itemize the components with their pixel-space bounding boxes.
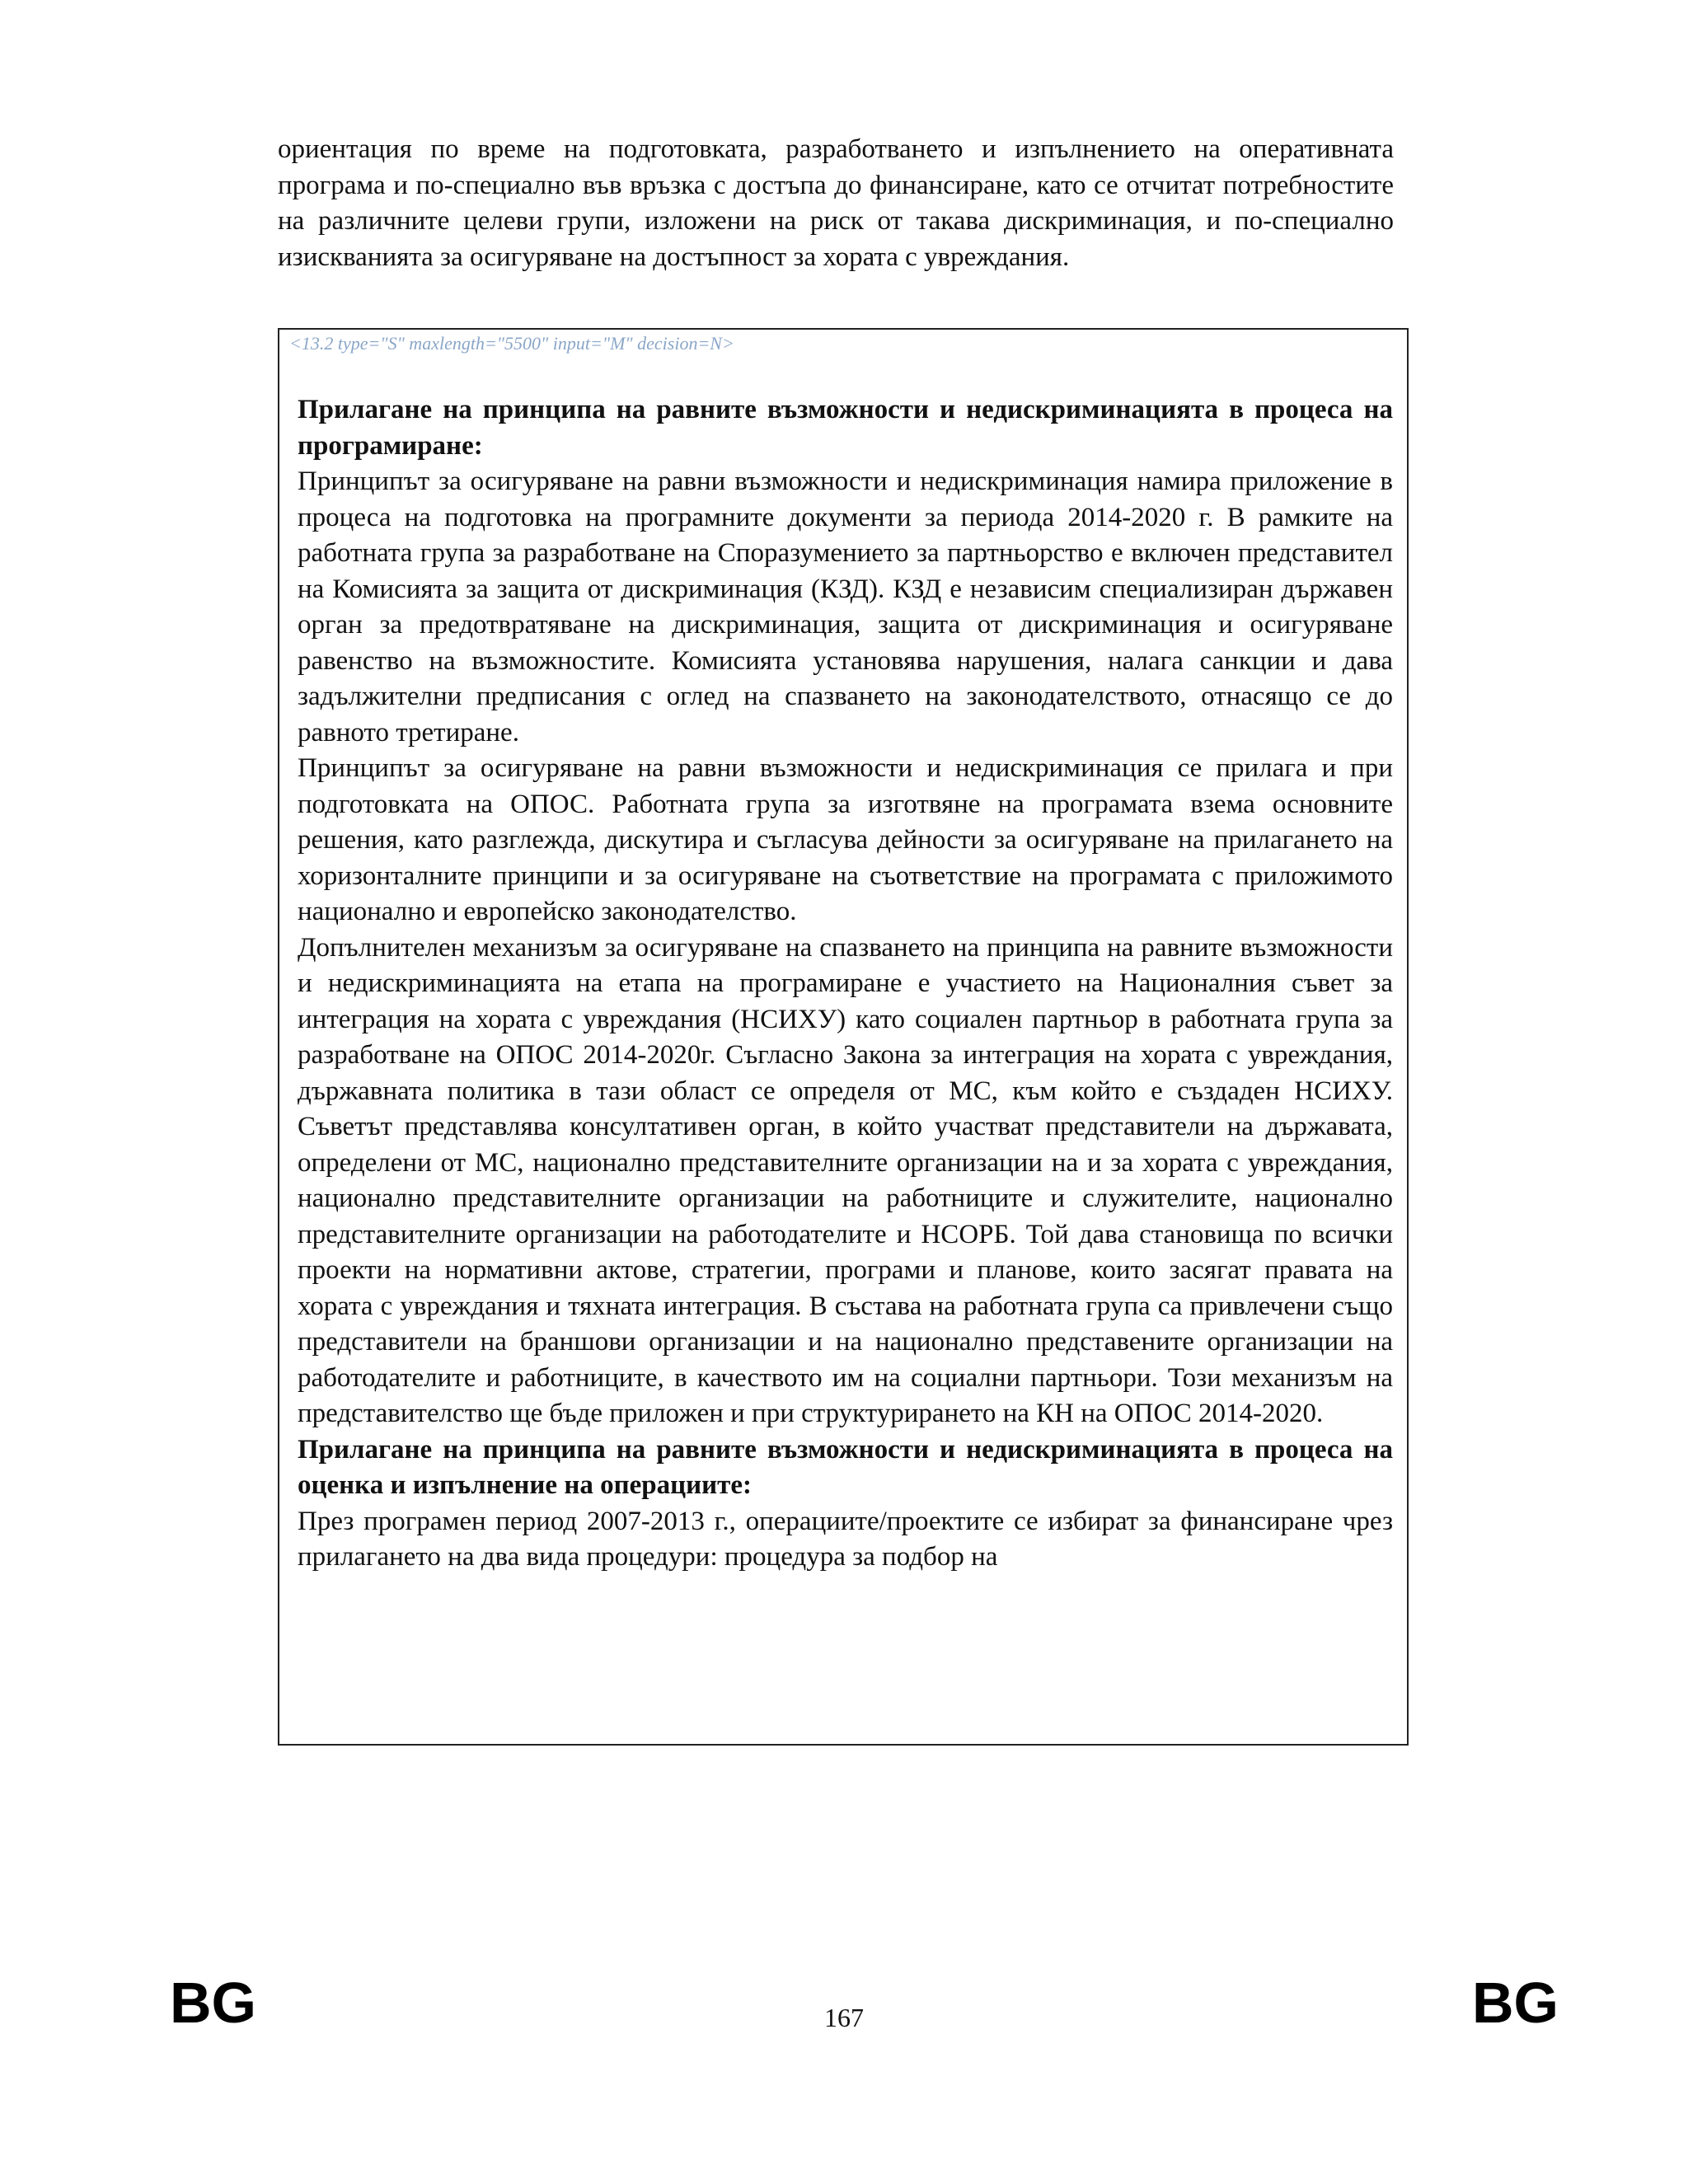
footer-language-label-left: BG [170, 1971, 256, 2035]
text-field-content [289, 331, 1393, 1576]
paragraph-opos-preparation: Принципът за осигуряване на равни възможности и недискриминация се прилага и при подготовката на ОПОС. Работната група за изготвяне на програмата взема основните решения, като разглежда, дискутира и съгласува дейности за осигуряване на прилагането на хоризонталните принципи и за осигуряване на съответствие на програмата с приложимото национално и европейско законодателство. [298, 753, 1393, 926]
text-field-box [278, 328, 1409, 1746]
section-heading-programming: Прилагане на принципа на равните възможности и недискриминацията в процеса на програмиране: [298, 395, 1393, 461]
page-number: 167 [824, 2003, 864, 2032]
footer-language-label-right: BG [1472, 1971, 1559, 2035]
intro-paragraph: ориентация по време на подготовката, разработването и изпълнението на оперативната програма и по-специално във връзка с достъпа до финансиране, като се отчитат потребностите на различните целеви групи, изложени на риск от такава дискриминация, и по-специално изискванията за осигуряване на достъпност за хората с увреждания. [278, 134, 1394, 272]
section-heading-evaluation: Прилагане на принципа на равните възможности и недискриминацията в процеса на оценка и изпълнение на операциите: [298, 1434, 1393, 1500]
paragraph-nsihu: Допълнителен механизъм за осигуряване на спазването на принципа на равните възможности и недискриминацията на етапа на програмиране е участието на Националния съвет за интеграция на хората с увреждания (НСИХУ) като социален партньор в работната група за разработване на ОПОС 2014-2020г. Съгласно Закона за интеграция на хората с увреждания, държавната политика в тази област се определя от МС, към който е създаден НСИХУ. Съветът представлява консултативен орган, в който участват представители на държавата, определени от МС, национално представителните организации на и за хората с увреждания, национално представителните организации на работниците и служителите, национално представителните организации на работодателите и НСОРБ. Той дава становища по всички проекти на нормативни актове, стратегии, програми и планове, които засягат правата на хората с увреждания и тяхната интеграция. В състава на работната група са привлечени също представители на браншови организации и на национално представените организации на работодателите и работниците, в качеството им на социални партньори. Този механизъм на представителство ще бъде приложен и при структурирането на КН на ОПОС 2014-2020. [298, 932, 1393, 1428]
field-tag: <13.2 type="S" maxlength="5500" input="M" decision=N> [289, 333, 734, 354]
paragraph-kzd: Принципът за осигуряване на равни възможности и недискриминация намира приложение в процеса на подготовка на програмните документи за периода 2014-2020 г. В рамките на работната група за разработване на Споразумението за партньорство е включен представител на Комисията за защита от дискриминация (КЗД). КЗД е независим специализиран държавен орган за предотвратяване на дискриминация, защита от дискриминация и осигуряване равенство на възможностите. Комисията установява нарушения, налага санкции и дава задължителни предписания с оглед на спазването на законодателството, отнасящо се до равното третиране. [298, 466, 1393, 748]
paragraph-procedures: През програмен период 2007-2013 г., операциите/проектите се избират за финансиране чрез прилагането на два вида процедури: процедура за подбор на [298, 1506, 1393, 1572]
